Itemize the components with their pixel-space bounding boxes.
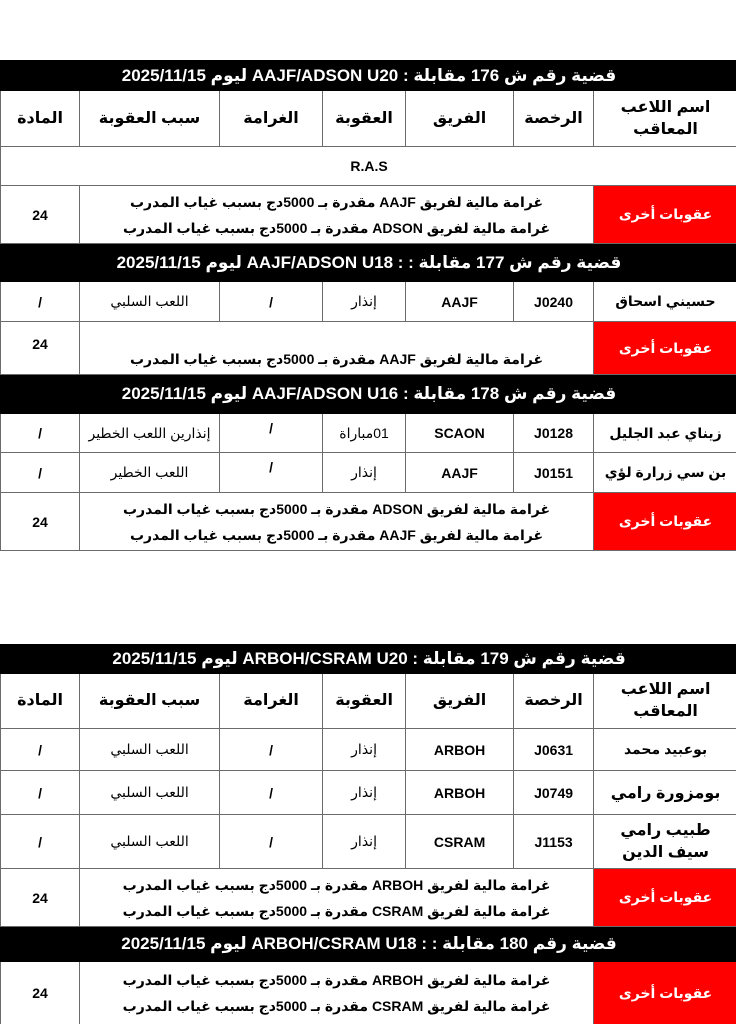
player-name: بن سي زرارة لؤي xyxy=(594,453,736,493)
player-row xyxy=(1,282,736,322)
other-penalties-row xyxy=(1,322,736,375)
column-header-row xyxy=(1,91,736,147)
player-penalty: إنذار xyxy=(323,815,406,869)
case-title: قضية رقم 180 مقابلة : : ARBOH/CSRAM U18 ليوم 2025/11/15 xyxy=(1,927,736,962)
article-number: 24 xyxy=(1,493,80,551)
col-header-fine: الغرامة xyxy=(220,674,323,729)
penalty-reason: اللعب السلبي xyxy=(80,815,220,869)
other-penalties-label: عقوبات أخرى xyxy=(594,962,736,1024)
player-team: SCAON xyxy=(406,414,514,453)
player-penalty: إنذار xyxy=(323,453,406,493)
col-header-fine: الغرامة xyxy=(220,91,323,147)
player-article: / xyxy=(1,771,80,815)
player-fine: / xyxy=(220,453,323,493)
player-team: CSRAM xyxy=(406,815,514,869)
col-header-reason: سبب العقوبة xyxy=(80,91,220,147)
other-penalties-label: عقوبات أخرى xyxy=(594,322,736,375)
col-header-license: الرخصة xyxy=(514,674,594,729)
other-penalties-row xyxy=(1,962,736,1024)
player-article: / xyxy=(1,815,80,869)
other-penalties-label: عقوبات أخرى xyxy=(594,493,736,551)
player-article: / xyxy=(1,282,80,322)
player-name: طبيب رامي سيف الدين xyxy=(594,815,736,869)
other-penalties-text: غرامة مالية لفريق AAJF مقدرة بـ 5000دج بسبب غياب المدرب غرامة مالية لفريق ADSON مقدرة بـ 5000دج بسبب غياب المدرب xyxy=(80,186,594,244)
player-license: J1153 xyxy=(514,815,594,869)
col-header-penalty: العقوبة xyxy=(323,674,406,729)
case-title: قضية رقم ش 178 مقابلة : AAJF/ADSON U16 ليوم 2025/11/15 xyxy=(1,375,736,414)
player-license: J0128 xyxy=(514,414,594,453)
other-penalties-text: غرامة مالية لفريق AAJF مقدرة بـ 5000دج بسبب غياب المدرب xyxy=(80,322,594,375)
other-penalties-text: غرامة مالية لفريق ADSON مقدرة بـ 5000دج بسبب غياب المدرب غرامة مالية لفريق AAJF مقدرة بـ 5000دج بسبب غياب المدرب xyxy=(80,493,594,551)
player-penalty: إنذار xyxy=(323,771,406,815)
player-name: بومزورة رامي xyxy=(594,771,736,815)
other-penalties-label: عقوبات أخرى xyxy=(594,186,736,244)
case-title: قضية رقم ش 179 مقابلة : ARBOH/CSRAM U20 ليوم 2025/11/15 xyxy=(1,645,736,674)
col-header-reason: سبب العقوبة xyxy=(80,674,220,729)
player-row xyxy=(1,729,736,771)
col-header-player: اسم اللاعب المعاقب xyxy=(594,91,736,147)
player-fine: / xyxy=(220,414,323,453)
case-title-bar xyxy=(1,244,736,282)
ras-row xyxy=(1,147,736,186)
player-penalty: إنذار xyxy=(323,729,406,771)
player-name: زيناي عبد الجليل xyxy=(594,414,736,453)
penalty-reason: اللعب السلبي xyxy=(80,729,220,771)
other-penalties-text: غرامة مالية لفريق ARBOH مقدرة بـ 5000دج بسبب غياب المدرب غرامة مالية لفريق CSRAM مقدرة بـ 5000دج بسبب غياب المدرب xyxy=(80,962,594,1024)
case-title-bar xyxy=(1,61,736,91)
player-row xyxy=(1,771,736,815)
col-header-article: المادة xyxy=(1,91,80,147)
col-header-penalty: العقوبة xyxy=(323,91,406,147)
penalty-reason: اللعب السلبي xyxy=(80,282,220,322)
col-header-license: الرخصة xyxy=(514,91,594,147)
player-team: ARBOH xyxy=(406,729,514,771)
player-fine: / xyxy=(220,282,323,322)
ras-text: R.A.S xyxy=(1,147,736,186)
case-title: قضية رقم ش 176 مقابلة : AAJF/ADSON U20 ليوم 2025/11/15 xyxy=(1,61,736,91)
other-penalties-row xyxy=(1,869,736,927)
player-license: J0631 xyxy=(514,729,594,771)
player-row xyxy=(1,414,736,453)
player-article: / xyxy=(1,414,80,453)
col-header-player: اسم اللاعب المعاقب xyxy=(594,674,736,729)
other-penalties-row xyxy=(1,186,736,244)
sanctions-table-2 xyxy=(0,644,736,1024)
article-number: 24 xyxy=(1,322,80,375)
player-row xyxy=(1,815,736,869)
case-title: قضية رقم ش 177 مقابلة : : AAJF/ADSON U18 ليوم 2025/11/15 xyxy=(1,244,736,282)
player-license: J0240 xyxy=(514,282,594,322)
other-penalties-row xyxy=(1,493,736,551)
other-penalties-label: عقوبات أخرى xyxy=(594,869,736,927)
column-header-row xyxy=(1,674,736,729)
col-header-team: الفريق xyxy=(406,91,514,147)
player-license: J0151 xyxy=(514,453,594,493)
player-article: / xyxy=(1,729,80,771)
player-fine: / xyxy=(220,771,323,815)
penalty-reason: اللعب الخطير xyxy=(80,453,220,493)
other-penalties-text: غرامة مالية لفريق ARBOH مقدرة بـ 5000دج بسبب غياب المدرب غرامة مالية لفريق CSRAM مقدرة بـ 5000دج بسبب غياب المدرب xyxy=(80,869,594,927)
player-penalty: 01مباراة xyxy=(323,414,406,453)
player-team: ARBOH xyxy=(406,771,514,815)
player-name: حسيني اسحاق xyxy=(594,282,736,322)
player-fine: / xyxy=(220,729,323,771)
article-number: 24 xyxy=(1,869,80,927)
player-license: J0749 xyxy=(514,771,594,815)
player-name: بوعبيد محمد xyxy=(594,729,736,771)
player-fine: / xyxy=(220,815,323,869)
player-team: AAJF xyxy=(406,282,514,322)
case-title-bar xyxy=(1,927,736,962)
col-header-team: الفريق xyxy=(406,674,514,729)
article-number: 24 xyxy=(1,962,80,1024)
article-number: 24 xyxy=(1,186,80,244)
player-penalty: إنذار xyxy=(323,282,406,322)
case-title-bar xyxy=(1,375,736,414)
penalty-reason: اللعب السلبي xyxy=(80,771,220,815)
player-team: AAJF xyxy=(406,453,514,493)
player-row xyxy=(1,453,736,493)
penalty-reason: إنذارين اللعب الخطير xyxy=(80,414,220,453)
player-article: / xyxy=(1,453,80,493)
sanctions-table-1 xyxy=(0,60,736,551)
case-title-bar xyxy=(1,645,736,674)
col-header-article: المادة xyxy=(1,674,80,729)
